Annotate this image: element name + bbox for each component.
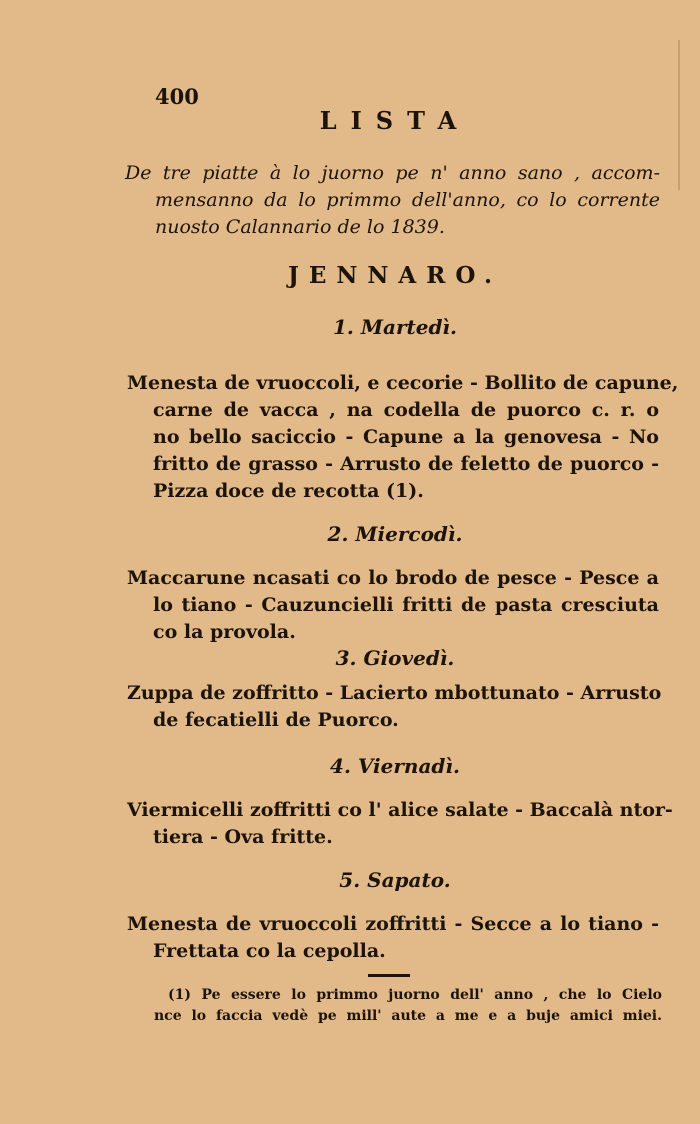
day-heading: 1. Martedì. [333, 315, 457, 339]
menu-entry [127, 911, 659, 965]
footnote [154, 985, 662, 1027]
footnote-line: (1) Pe essere lo primmo juorno dell' anno , che lo Cielo [168, 987, 662, 1003]
menu-line: Pizza doce de recotta (1). [153, 480, 424, 502]
footnote-line: nce lo faccia vedè pe mill' aute a me e a buje amici miei. [154, 1008, 662, 1024]
subtitle-line: mensanno da lo primmo dell'anno, co lo corrente [155, 189, 660, 211]
menu-line: Menesta de vruoccoli, e cecorie - Bollito de capune, [127, 372, 679, 394]
menu-entry [127, 370, 679, 505]
menu-line: Frettata co la cepolla. [153, 940, 386, 962]
day-heading: 4. Viernadì. [330, 754, 460, 778]
menu-line: de fecatielli de Puorco. [153, 709, 399, 731]
subtitle [125, 160, 660, 241]
page-number: 400 [155, 84, 199, 109]
menu-entry [127, 565, 659, 646]
menu-line: co la provola. [153, 621, 296, 643]
menu-line: Zuppa de zoffritto - Lacierto mbottunato - Arrusto [127, 682, 662, 704]
day-heading: 3. Giovedì. [335, 646, 455, 670]
menu-line: fritto de grasso - Arrusto de feletto de puorco - [153, 453, 659, 475]
menu-line: tiera - Ova fritte. [153, 826, 333, 848]
menu-entry [127, 680, 662, 734]
menu-line: carne de vacca , na codella de puorco c. r. o [153, 399, 659, 421]
menu-line: no bello saciccio - Capune a la genovesa - No [153, 426, 659, 448]
menu-line: Maccarune ncasati co lo brodo de pesce - Pesce a [127, 567, 659, 589]
month-heading: JENNARO. [287, 262, 503, 289]
subtitle-line: nuosto Calannario de lo 1839. [155, 216, 445, 238]
menu-line: Menesta de vruoccoli zoffritti - Secce a lo tiano - [127, 913, 659, 935]
day-heading: 2. Miercodì. [327, 522, 463, 546]
footnote-rule [368, 974, 410, 977]
menu-entry [127, 797, 673, 851]
page-title: LISTA [319, 106, 471, 135]
menu-line: Viermicelli zoffritti co l' alice salate - Baccalà ntor- [127, 799, 673, 821]
subtitle-line: De tre piatte à lo juorno pe n' anno sano , accom- [125, 162, 660, 184]
day-heading: 5. Sapato. [339, 868, 451, 892]
menu-line: lo tiano - Cauzuncielli fritti de pasta cresciuta [153, 594, 659, 616]
